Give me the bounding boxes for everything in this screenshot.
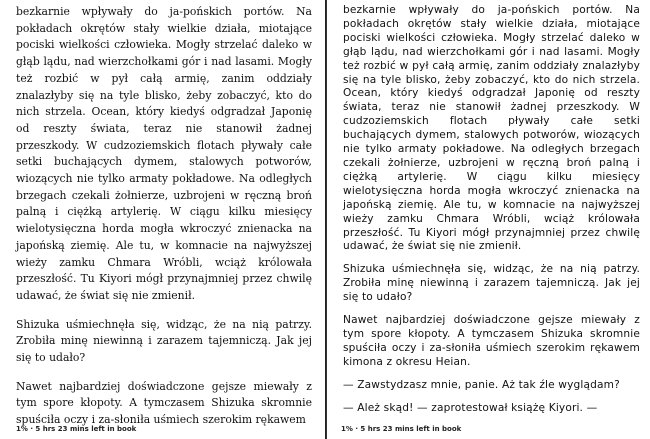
- left-reader-page[interactable]: [0, 0, 322, 439]
- paragraph: Shizuka uśmiechnęła się, widząc, że na nią patrzy. Zrobiła minę niewinną i zarazem tajemniczą. Jak jej się to udało?: [16, 317, 312, 365]
- paragraph: — Ależ skąd! — zaprotestował książę Kiyori. —: [343, 401, 598, 414]
- paragraph: Shizuka uśmiechnęła się, widząc, że na nią patrzy. Zrobiła minę niewinną i zarazem tajemniczą. Jak jej się to udało?: [343, 263, 640, 304]
- paragraph: Nawet najbardziej doświadczone gejsze miewały z tym spore kłopoty. A tymczasem Shizuka skromnie spuściła oczy i za-słoniła uśmiech szerokim rękawem: [16, 379, 312, 427]
- right-reader-page[interactable]: [326, 0, 650, 439]
- paragraph: bezkarnie wpływały do ja-pońskich portów. Na pokładach okrętów stały wielkie działa, miotające pociski wielkości człowieka. Mogły strzelać daleko w głąb lądu, nad wierzchołkami gór i nad lasami. Mogły też rozbić w pył całą armię, zanim oddziały znalazłyby się na tyle blisko, żeby zobaczyć, kto do nich strzela. Ocean, który kiedyś odgradzał Japonię od reszty świata, teraz nie stanowił żadnej przeszkody. W cudzoziemskich flotach pływały całe setki buchających dymem, stalowych potworów, wiozących nie tylko armaty pokładowe. Na odległych brzegach czekali żołnierze, uzbrojeni w ręczną broń palną i ciężką artylerię. W ciągu kilku miesięcy wielotysięczna horda mogła wkroczyć znienacka na japońską ziemię. Ale tu, w komnacie na najwyższej wieży zamku Chmara Wróbli, wciąż królowała przeszłość. Tu Kiyori mógł przynajmniej przez chwilę udawać, że świat się nie zmienił.: [16, 5, 312, 302]
- page-text: [343, 4, 640, 415]
- reading-progress: 1% · 5 hrs 23 mins left in book: [16, 425, 137, 433]
- reading-progress: 1% · 5 hrs 23 mins left in book: [341, 425, 462, 433]
- paragraph: bezkarnie wpływały do ja-pońskich portów. Na pokładach okrętów stały wielkie działa, miotające pociski wielkości człowieka. Mogły strzelać daleko w głąb lądu, nad wierzchołkami gór i nad lasami. Mogły też rozbić w pył całą armię, zanim oddziały znalazłyby się na tyle blisko, żeby zobaczyć, kto do nich strzela. Ocean, który kiedyś odgradzał Japonię od reszty świata, teraz nie stanowił żadnej przeszkody. W cudzoziemskich flotach pływały całe setki buchających dymem, stalowych potworów, wiozących nie tylko armaty pokładowe. Na odległych brzegach czekali żołnierze, uzbrojeni w ręczną broń palną i ciężką artylerię. W ciągu kilku miesięcy wielotysięczna horda mogła wkroczyć znienacka na japońską ziemię. Ale tu, w komnacie na najwyższej wieży zamku Chmara Wróbli, wciąż królowała przeszłość. Tu Kiyori mógł przynajmniej przez chwilę udawać, że świat się nie zmienił.: [343, 4, 640, 253]
- paragraph: — Zawstydzasz mnie, panie. Aż tak źle wyglądam?: [343, 378, 620, 391]
- page-text: [16, 4, 312, 429]
- paragraph: Nawet najbardziej doświadczone gejsze miewały z tym spore kłopoty. A tymczasem Shizuka skromnie spuściła oczy i za-słoniła uśmiech szerokim rękawem kimona z okresu Heian.: [343, 314, 640, 368]
